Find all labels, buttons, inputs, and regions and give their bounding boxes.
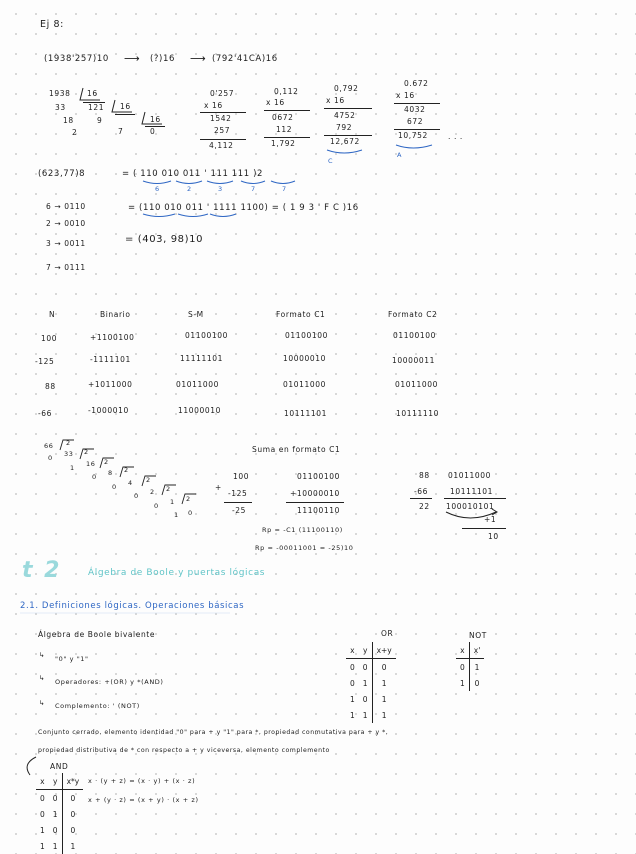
suma-value: -66 [414, 487, 429, 496]
conversion-unknown: (?)16 [150, 54, 175, 64]
arrow-icon: ↳ [39, 699, 46, 707]
table-cell: 01011000 [395, 380, 438, 389]
table-cell: -125 [35, 357, 55, 366]
mult-value: 12,672 [330, 137, 360, 146]
suma-value: 100 [233, 472, 250, 481]
arrow-icon: ↳ [39, 674, 46, 682]
arrow-icon: ⟶ [190, 52, 207, 65]
mult-value: 0,792 [334, 84, 359, 93]
suma-value: 10111101 [450, 487, 493, 496]
table-cell: 1 [350, 694, 355, 704]
table-cell: 1 [359, 675, 372, 691]
boole-description: Conjunto cerrado, elemento identidad "0" para + y "1" para *, propiedad conmutativa para + y *, [38, 729, 389, 736]
and-table-title: AND [50, 762, 69, 771]
div-value: 8 [108, 469, 113, 477]
suma-result: Rp = -C1 (11100110) [262, 526, 343, 534]
table-cell: 0 [359, 691, 372, 707]
div-value: 2 [150, 488, 155, 496]
div-value: 2 [72, 128, 78, 137]
div-value: 0 [150, 127, 156, 136]
octal-decimal-result: = (403, 98)10 [125, 234, 204, 245]
boole-item: "0" y "1" [55, 655, 89, 663]
div-value: 16 [150, 115, 161, 124]
table-cell: 1 [350, 710, 355, 720]
boole-item: Operadores: +(OR) y *(AND) [55, 678, 164, 686]
table-cell: 10000011 [392, 356, 435, 365]
div-value: 2 [146, 476, 151, 484]
table-cell: 1 [40, 825, 45, 835]
hex-digit-mark: C [328, 157, 334, 165]
table-cell: 1 [456, 675, 469, 691]
table-cell: 1 [359, 707, 372, 723]
chapter-title: Álgebra de Boole y puertas lógicas [88, 568, 266, 578]
octal-binary: = ( 110 010 011 ' 111 111 )2 [122, 169, 264, 179]
suma-value: +1 [484, 515, 497, 524]
mult-value: 4032 [404, 105, 426, 114]
table-cell: 1 [70, 841, 76, 851]
mult-value: 10,752 [398, 131, 428, 140]
exercise-label: Ej 8: [40, 19, 64, 30]
mult-value: x 16 [396, 91, 415, 100]
div-value: 0 [134, 492, 139, 500]
table-cell: 01011000 [283, 380, 326, 389]
div-value: 2 [186, 495, 191, 503]
hex-digit-mark: A [397, 151, 403, 159]
mult-value: 672 [407, 117, 424, 126]
octal-map: 7 → 0111 [46, 263, 86, 272]
table-header: x [36, 773, 49, 790]
section-heading: 2.1. Definiciones lógicas. Operaciones básicas [20, 601, 245, 611]
mult-value: x 16 [326, 96, 345, 105]
not-table-title: NOT [469, 631, 487, 640]
div-value: 0 [48, 454, 53, 462]
octal-map: 2 → 0010 [46, 219, 86, 228]
div-value: 2 [104, 458, 109, 466]
boole-description: propiedad distributiva de * con respecto a + y viceversa, elemento complemento [38, 747, 330, 754]
table-cell: 0 [474, 678, 480, 688]
octal-digit: 7 [251, 185, 256, 193]
div-value: 4 [128, 479, 133, 487]
suma-result: Rp = -00011001 = -25)10 [255, 544, 354, 552]
table-cell: 01011000 [176, 380, 219, 389]
div-value: 2 [166, 485, 171, 493]
table-cell: 11111101 [180, 354, 223, 363]
suma-value: 88 [419, 471, 430, 480]
octal-map: 3 → 0011 [46, 239, 86, 248]
mult-value: 257 [214, 126, 231, 135]
table-cell: 0 [456, 659, 469, 676]
mult-value: x 16 [266, 98, 285, 107]
suma-value: 11100110 [297, 506, 340, 515]
table-cell: -66 [38, 409, 53, 418]
mult-value: 1542 [210, 114, 232, 123]
table-header: x [346, 642, 359, 659]
div-value: 2 [66, 439, 71, 447]
table-cell: 10111110 [396, 409, 439, 418]
table-cell: -1000010 [88, 406, 129, 415]
table-cell: 11000010 [178, 406, 221, 415]
distributive-formula: x · (y + z) = (x · y) + (x · z) [88, 777, 196, 785]
table-cell: +1100100 [90, 333, 135, 342]
div-value: 33 [64, 450, 74, 458]
mult-value: 0.672 [404, 79, 429, 88]
table-header: S-M [188, 310, 204, 319]
table-cell: 0 [40, 809, 45, 819]
table-cell: 0 [359, 659, 372, 676]
table-cell: 1 [381, 694, 387, 704]
table-header: N [49, 310, 56, 319]
not-truth-table [456, 642, 484, 691]
table-cell: 1 [381, 678, 387, 688]
div-value: 9 [97, 116, 103, 125]
table-cell: 01100100 [285, 331, 328, 340]
mult-value: 792 [336, 123, 353, 132]
mult-value: 0'257 [210, 89, 235, 98]
mult-value: 4,112 [209, 141, 234, 150]
table-cell: 100 [41, 334, 58, 343]
table-cell: 0 [70, 793, 76, 803]
table-cell: 1 [381, 710, 387, 720]
table-header: y [359, 642, 372, 659]
suma-value: 22 [419, 502, 430, 511]
octal-digit: 2 [187, 185, 192, 193]
div-value: 1938 [49, 89, 71, 98]
table-cell: 10111101 [284, 409, 327, 418]
boole-heading: Álgebra de Boole bivalente [38, 630, 156, 639]
mult-value: x 16 [204, 101, 223, 110]
div-value: 2 [84, 448, 89, 456]
table-cell: 10000010 [283, 354, 326, 363]
table-cell: 0 [350, 662, 355, 672]
table-cell: 0 [70, 825, 76, 835]
table-cell: -1111101 [90, 355, 131, 364]
and-truth-table [36, 773, 83, 854]
or-table-title: OR [381, 629, 394, 638]
div-value: 0 [92, 473, 97, 481]
suma-plus: + [215, 483, 222, 492]
table-cell: 01100100 [393, 331, 436, 340]
table-cell: 1 [474, 662, 480, 672]
table-cell: 1 [49, 838, 62, 854]
table-cell: 0 [49, 790, 62, 807]
conversion-result: (792'41CA)16 [212, 54, 278, 64]
div-value: 0 [188, 509, 193, 517]
suma-value: 01011000 [448, 471, 491, 480]
mult-value: 1,792 [271, 139, 296, 148]
table-header: x [456, 642, 469, 659]
div-value: 16 [120, 102, 131, 111]
suma-value: 100010101 [446, 502, 495, 511]
mult-ellipsis: . . . [448, 132, 463, 141]
octal-digit: 7 [282, 185, 287, 193]
table-header: y [49, 773, 62, 790]
table-cell: +1011000 [88, 380, 133, 389]
suma-value: +10000010 [290, 489, 340, 498]
div-value: 121 [88, 103, 105, 112]
boole-item: Complemento: ' (NOT) [55, 702, 140, 710]
mult-value: 112 [276, 125, 293, 134]
table-header: Binario [100, 310, 131, 319]
conversion-source: (1938'257)10 [44, 54, 109, 64]
table-cell: 0 [70, 809, 76, 819]
div-value: 18 [63, 116, 74, 125]
table-cell: 01100100 [185, 331, 228, 340]
suma-title: Suma en formato C1 [252, 445, 341, 454]
table-cell: 88 [45, 382, 56, 391]
suma-value: 10 [488, 532, 499, 541]
table-cell: 0 [40, 793, 45, 803]
table-cell: 0 [49, 822, 62, 838]
suma-value: -125 [228, 489, 248, 498]
div-value: 0 [154, 502, 159, 510]
octal-map: 6 → 0110 [46, 202, 86, 211]
table-cell: 0 [381, 662, 387, 672]
distributive-formula: x + (y · z) = (x + y) · (x + z) [88, 796, 199, 804]
mult-value: 4752 [334, 111, 356, 120]
suma-value: 01100100 [297, 472, 340, 481]
table-header: x*y [62, 773, 83, 790]
div-value: 1 [70, 464, 75, 472]
octal-source: (623,77)8 [38, 169, 86, 179]
div-value: 7 [118, 127, 124, 136]
div-value: 16 [86, 460, 96, 468]
div-value: 66 [44, 442, 54, 450]
arrow-icon: ⟶ [124, 52, 141, 65]
table-header: Formato C1 [276, 310, 326, 319]
div-value: 33 [55, 103, 66, 112]
div-value: 16 [87, 89, 98, 98]
div-value: 1 [170, 498, 175, 506]
table-header: x' [469, 642, 484, 659]
table-cell: 1 [49, 806, 62, 822]
div-value: 2 [124, 466, 129, 474]
arrow-icon: ↳ [39, 651, 46, 659]
mult-value: 0,112 [274, 87, 299, 96]
octal-digit: 3 [218, 185, 223, 193]
octal-digit: 6 [155, 185, 160, 193]
table-cell: 1 [40, 841, 45, 851]
div-value: 1 [174, 511, 179, 519]
mult-value: 0672 [272, 113, 294, 122]
table-cell: 0 [350, 678, 355, 688]
table-header: Formato C2 [388, 310, 438, 319]
or-truth-table [346, 642, 396, 723]
chapter-number: t 2 [22, 558, 62, 583]
table-header: x+y [372, 642, 396, 659]
octal-hex-result: = (110 010 011 ' 1111 1100) = ( 1 9 3 ' F C )16 [128, 203, 359, 213]
suma-value: -25 [232, 506, 247, 515]
div-value: 0 [112, 483, 117, 491]
